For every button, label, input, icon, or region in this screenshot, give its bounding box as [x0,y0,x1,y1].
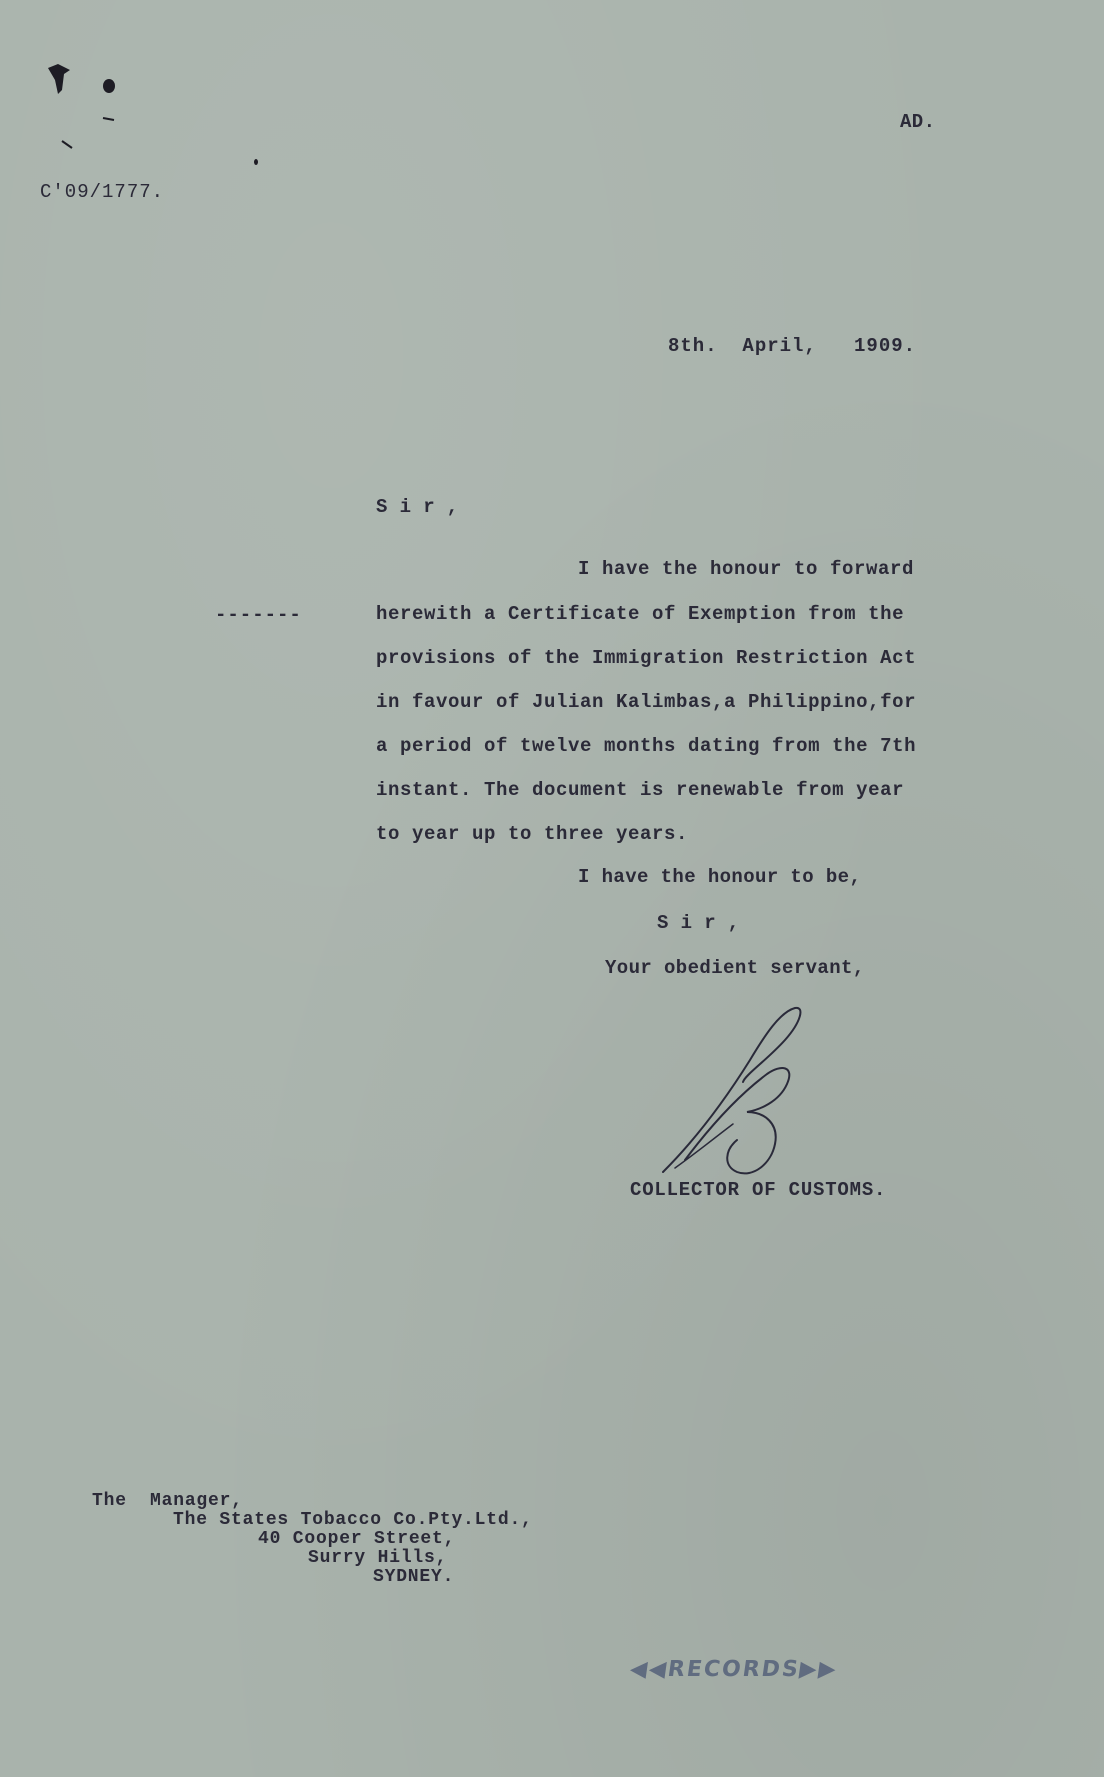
handwritten-signature [655,1000,855,1185]
initials: AD. [900,111,936,133]
ink-marks [0,0,300,203]
body-line: herewith a Certificate of Exemption from the [376,603,905,625]
reference-number: C'09/1777. [40,181,165,203]
signatory-title: COLLECTOR OF CUSTOMS. [630,1179,887,1201]
margin-dashes: ------- [215,604,302,626]
closing-line: S i r , [657,912,740,934]
closing-line: Your obedient servant, [605,957,865,979]
address-line: Surry Hills, [308,1548,448,1568]
stamp-arrow-icon: ▶▶ [797,1657,840,1682]
stamp-arrow-icon: ◀◀ [628,1657,670,1682]
salutation: S i r , [376,496,459,518]
body-line: in favour of Julian Kalimbas,a Philippino,for [376,691,917,713]
body-line: a period of twelve months dating from the 7th [376,735,917,757]
address-line: 40 Cooper Street, [258,1529,456,1549]
body-line: instant. The document is renewable from year [376,779,905,801]
closing-line: I have the honour to be, [578,866,862,888]
body-line: to year up to three years. [376,823,689,845]
stamp-text: RECORDS [666,1657,802,1682]
records-stamp [628,1657,839,1682]
address-line: SYDNEY. [373,1567,455,1587]
body-line: I have the honour to forward [578,558,915,580]
address-line: The Manager, [92,1491,243,1511]
body-line: provisions of the Immigration Restriction Act [376,647,917,669]
letter-date: 8th. April, 1909. [668,335,917,357]
address-line: The States Tobacco Co.Pty.Ltd., [173,1510,533,1530]
